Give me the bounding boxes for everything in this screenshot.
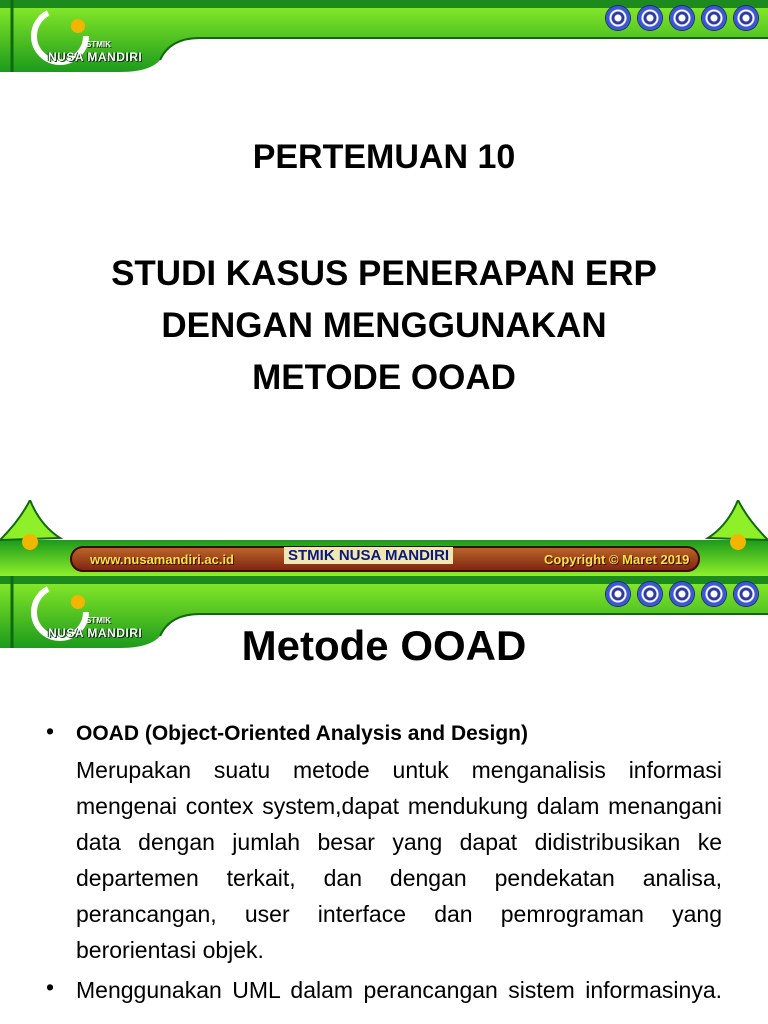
slide-heading: PERTEMUAN 10 — [252, 138, 516, 176]
slide-heading: Metode OOAD — [241, 622, 527, 669]
header-ornaments — [606, 6, 758, 30]
list-item — [46, 972, 722, 1008]
subtitle-line: DENGAN MENGGUNAKAN — [161, 306, 607, 345]
bullet-text: Merupakan suatu metode untuk menganalisis informasi mengenai contex system,dapat mendukung dalam menangani data dengan jumlah besar yang dapat didistribusikan ke departemen terkait, dan dengan pendekatan analisa, perancangan, user interface dan pemrograman yang berorientasi objek. — [76, 757, 722, 963]
header-ornaments — [606, 582, 758, 606]
footer-url[interactable]: www.nusamandiri.ac.id — [90, 552, 234, 567]
flower-icon — [606, 582, 630, 606]
bullet-text: Menggunakan UML dalam perancangan sistem informasinya. — [76, 977, 722, 1003]
subtitle-line: METODE OOAD — [252, 358, 516, 397]
footer-copyright: Copyright © Maret 2019 — [544, 552, 690, 567]
flower-icon — [606, 6, 630, 30]
flower-icon — [670, 6, 694, 30]
logo-sub: STMIK — [86, 40, 111, 49]
flower-icon — [702, 582, 726, 606]
slide-content — [0, 576, 768, 1024]
bullet-list — [46, 716, 722, 1008]
flower-icon — [638, 582, 662, 606]
bullet-icon: • — [46, 718, 55, 744]
footer-name: STMIK NUSA MANDIRI — [284, 547, 453, 564]
flower-icon — [638, 6, 662, 30]
bullet-icon: • — [46, 974, 55, 1000]
slide-subtitle — [0, 248, 768, 404]
flower-icon — [734, 582, 758, 606]
logo-text: NUSA MANDIRI — [48, 50, 143, 64]
logo-text: NUSA MANDIRI — [48, 626, 143, 640]
flower-icon — [734, 6, 758, 30]
flower-icon — [702, 6, 726, 30]
subtitle-line: STUDI KASUS PENERAPAN ERP — [111, 254, 657, 293]
flower-icon — [670, 582, 694, 606]
bullet-heading: OOAD (Object-Oriented Analysis and Design) — [76, 722, 528, 745]
logo-sub: STMIK — [86, 616, 111, 625]
list-item — [46, 716, 722, 968]
logo — [0, 0, 180, 72]
